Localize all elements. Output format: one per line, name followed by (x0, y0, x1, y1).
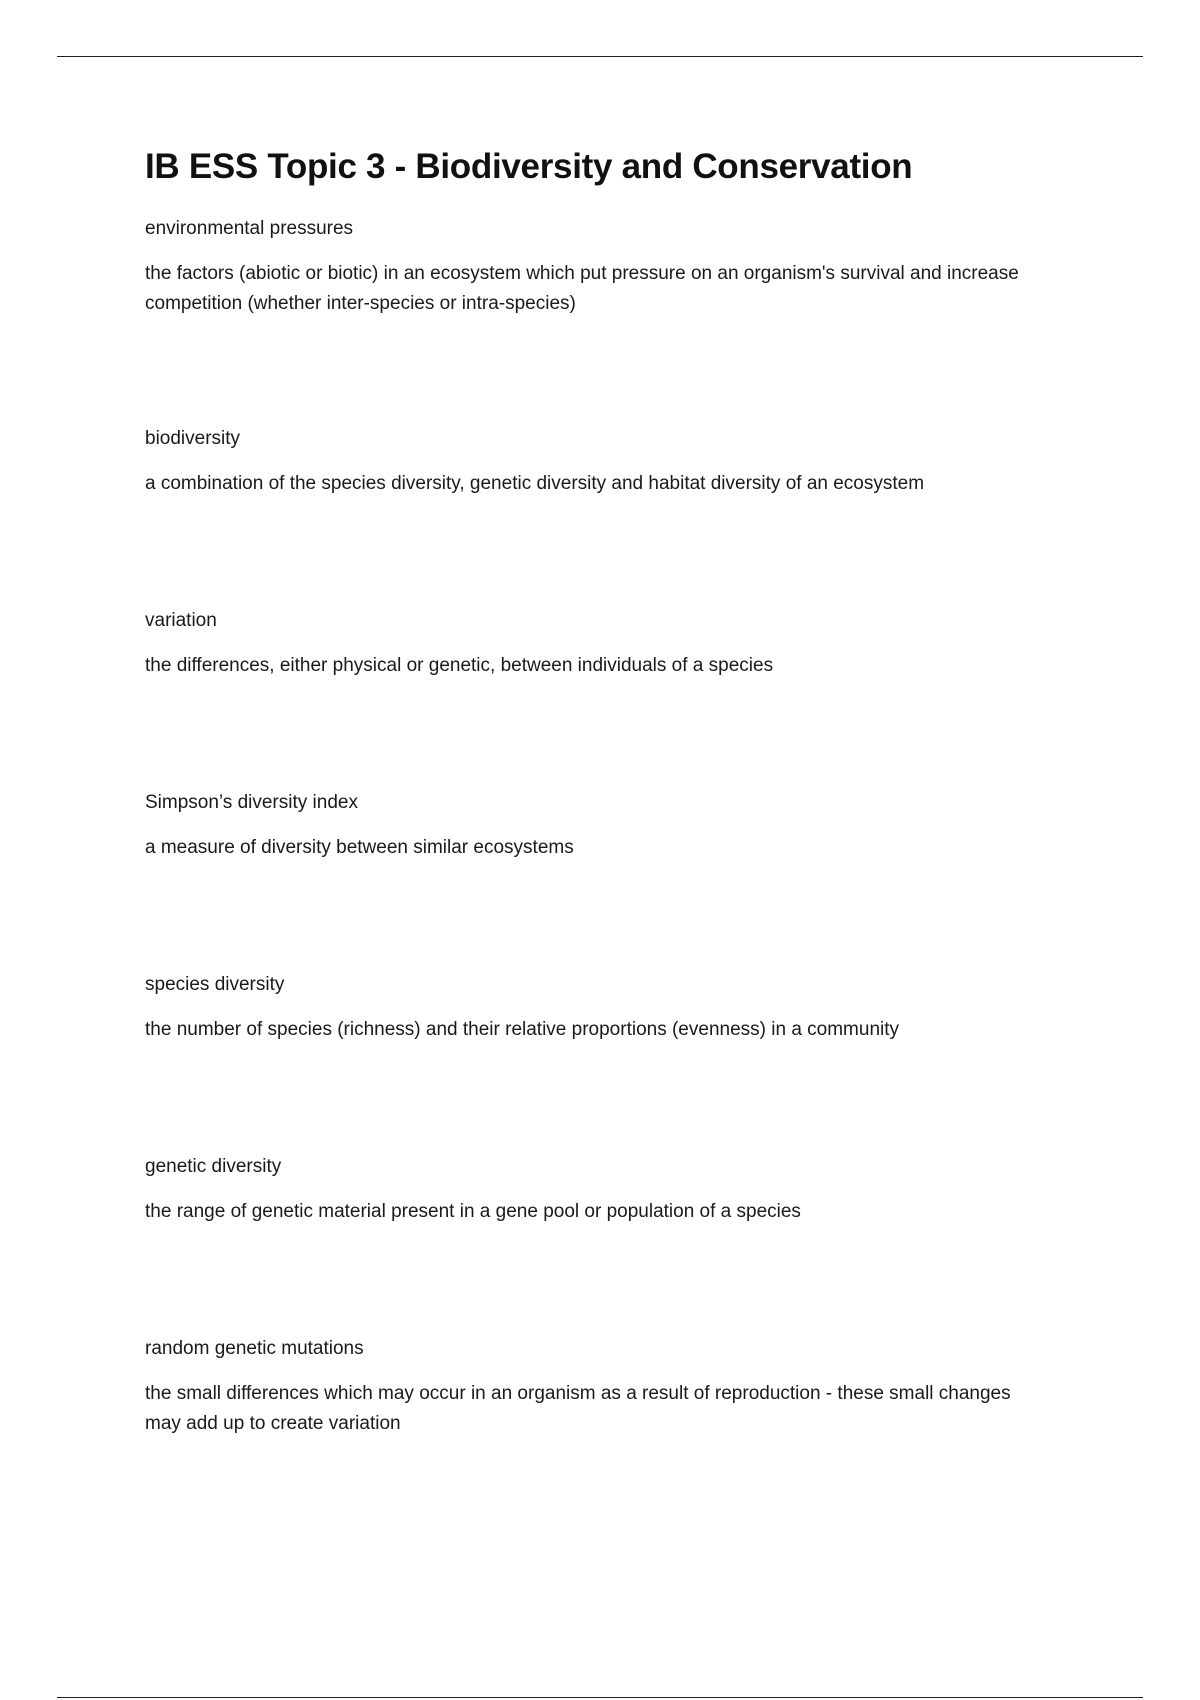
card-term: Simpson’s diversity index (145, 792, 358, 813)
card-definition: the small differences which may occur in an organism as a result of reproduction - these small changes may add up to create variation (145, 1383, 1011, 1434)
card-definition: the factors (abiotic or biotic) in an ecosystem which put pressure on an organism's survival and increase competition (whether inter-species or intra-species) (145, 263, 1019, 314)
flashcard-biodiversity (145, 426, 1045, 494)
flashcard-variation (145, 608, 1045, 676)
card-definition: the differences, either physical or genetic, between individuals of a species (145, 655, 774, 676)
card-definition: the number of species (richness) and their relative proportions (evenness) in a community (145, 1019, 900, 1040)
flashcard-species-diversity (145, 972, 1045, 1040)
page-title: IB ESS Topic 3 - Biodiversity and Conservation (145, 147, 913, 186)
card-term: species diversity (145, 974, 285, 995)
top-rule (57, 56, 1143, 57)
flashcard-environmental-pressures (145, 216, 1045, 314)
flashcard-genetic-diversity (145, 1154, 1045, 1222)
card-term: variation (145, 610, 217, 631)
card-definition: a combination of the species diversity, genetic diversity and habitat diversity of an ecosystem (145, 473, 925, 494)
flashcard-random-genetic-mutations (145, 1336, 1045, 1434)
card-term: random genetic mutations (145, 1338, 364, 1359)
card-definition: a measure of diversity between similar ecosystems (145, 837, 574, 858)
card-term: genetic diversity (145, 1156, 282, 1177)
bottom-rule (57, 1697, 1143, 1698)
card-term: biodiversity (145, 428, 241, 449)
card-term: environmental pressures (145, 218, 354, 239)
flashcard-simpsons-diversity-index (145, 790, 1045, 858)
card-definition: the range of genetic material present in a gene pool or population of a species (145, 1201, 801, 1222)
